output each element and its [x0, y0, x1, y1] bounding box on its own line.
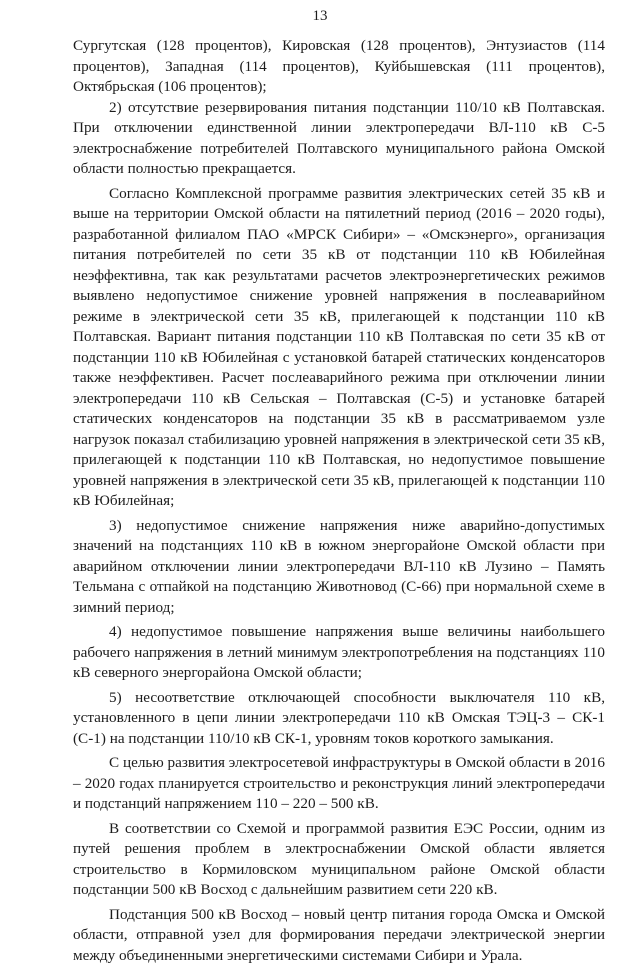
- paragraph-development-program: Согласно Комплексной программе развития электрических сетей 35 кВ и выше на территории Омской области на пятилетний период (2016 – 2020 годы), разработанной филиалом ПАО «МРСК Сибири» – «Омскэнерго», организация питания потребителей по сети 35 кВ от подстанции 110 кВ Юбилейная неэффективна, так как результатами расчетов электроэнергетических режимов выявлено недопустимое снижение уровней напряжения в послеаварийном режиме в электрической сети 35 кВ, прилегающей к подстанции 110 кВ Полтавская. Вариант питания подстанции 110 кВ Полтавская по сети 35 кВ от подстанции 110 кВ Юбилейная с установкой батарей статических конденсаторов также неэффективен. Расчет послеаварийного режима при отключении линии электропередачи 110 кВ Сельская – Полтавская (С-5) и установке батарей статических конденсаторов на подстанции 35 кВ в рассматриваемом узле нагрузок показал стабилизацию уровней напряжения в электрической сети 35 кВ, прилегающей к подстанции 110 кВ Полтавская, но недопустимое повышение уровней напряжения в электрической сети 35 кВ, прилегающей к подстанции 110 кВ Юбилейная;: [73, 184, 605, 509]
- paragraph-grid-development-plans: С целью развития электросетевой инфраструктуры в Омской области в 2016 – 2020 годах планируется строительство и реконструкция линий электропередачи и подстанций напряжением 110 – 220 – 500 кВ.: [73, 754, 605, 812]
- paragraph-item-5-breaker-capacity: 5) несоответствие отключающей способности выключателя 110 кВ, установленного в цепи линии электропередачи 110 кВ Омская ТЭЦ-3 – СК-1 (С-1) на подстанции 110/10 кВ СК-1, уровням токов короткого замыкания.: [73, 688, 605, 747]
- paragraph-ues-scheme: В соответствии со Схемой и программой развития ЕЭС России, одним из путей решения проблем в электроснабжении Омской области является строительство в Кормиловском муниципальном районе Омской области подстанции 500 кВ Восход с дальнейшим развитием сети 220 кВ.: [73, 819, 605, 898]
- paragraph-item-4-voltage-rise: 4) недопустимое повышение напряжения выше величины наибольшего рабочего напряжения в летний минимум электропотребления на подстанциях 110 кВ северного энергорайона Омской области;: [73, 623, 605, 681]
- page-number: 13: [312, 8, 328, 24]
- paragraph-item-3-voltage-drop: 3) недопустимое снижение напряжения ниже аварийно-допустимых значений на подстанциях 110 кВ в южном энергорайоне Омской области при аварийном отключении линии электропередачи ВЛ-110 кВ Лузино – Память Тельмана с отпайкой на подстанцию Животновод (С-66) при нормальной схеме в зимний период;: [73, 516, 605, 616]
- paragraph-voskhod-substation: Подстанция 500 кВ Восход – новый центр питания города Омска и Омской области, отправной узел для формирования передачи электрической энергии между объединенными энергетическими системами Сибири и Урала.: [73, 905, 605, 964]
- document-body: [73, 36, 605, 970]
- paragraph-item-2-no-redundancy: 2) отсутствие резервирования питания подстанции 110/10 кВ Полтавская. При отключении единственной линии электропередачи ВЛ-110 кВ С-5 электроснабжение потребителей Полтавского муниципального района Омской области полностью прекращается.: [73, 98, 605, 177]
- paragraph-substations-overload-list: Сургутская (128 процентов), Кировская (128 процентов), Энтузиастов (114 процентов), Западная (114 процентов), Куйбышевская (111 процентов), Октябрьская (106 процентов);: [73, 37, 605, 95]
